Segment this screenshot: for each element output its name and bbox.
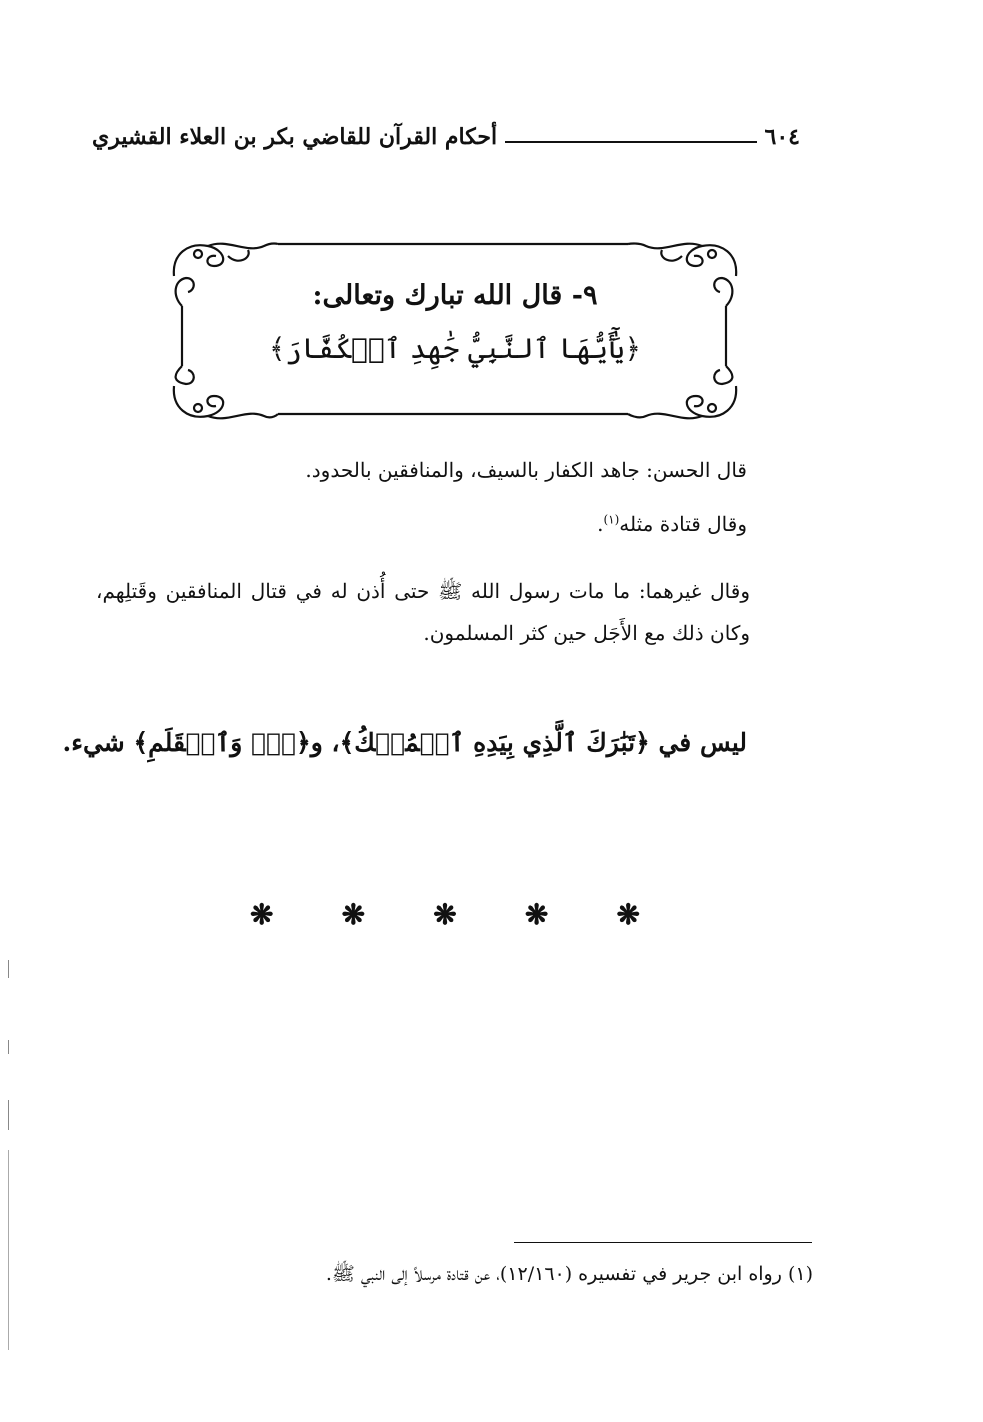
star-icon: ❋ — [433, 898, 457, 931]
footnote: (١) رواه ابن جرير في تفسيره (١٢/١٦٠)، عن قتادة مرسلاً إلى النبي ﷺ. — [325, 1263, 813, 1285]
running-header — [92, 112, 800, 162]
paragraph-qatada-end: . — [597, 512, 604, 536]
paragraph-qatada — [597, 512, 747, 536]
page-number: ٦٠٤ — [764, 124, 800, 150]
surah-note: ليس في ﴿تَبَٰرَكَ ٱلَّذِي بِيَدِهِ ٱلۡمُلۡكُ﴾، و﴿نٓۚ وَٱلۡقَلَمِ﴾ شيء. — [62, 728, 747, 757]
ornament-border-icon — [168, 236, 742, 426]
star-icon: ❋ — [616, 898, 640, 931]
book-title: أحكام القرآن للقاضي بكر بن العلاء القشيري — [92, 124, 498, 150]
paragraph-others: وقال غيرهما: ما مات رسول الله ﷺ حتى أُذن له في قتال المنافقين وقَتلِهم، وكان ذلك مع الأَجَل حين كثر المسلمون. — [96, 579, 750, 645]
paragraph-qatada-text: وقال قتادة مثله — [619, 512, 747, 536]
footnote-rule — [514, 1242, 812, 1243]
star-separator — [250, 898, 640, 931]
quran-verse: ﴿يَٰٓأَيُّهَا ٱلنَّبِيُّ جَٰهِدِ ٱلۡكُفَّارَ﴾ — [268, 332, 642, 365]
section-heading: ٩- قال الله تبارك وتعالى: — [312, 280, 598, 311]
star-icon: ❋ — [524, 898, 549, 931]
header-rule — [505, 141, 756, 143]
star-icon: ❋ — [250, 898, 274, 931]
ornamental-heading-frame — [168, 236, 742, 426]
scan-artifact — [8, 960, 10, 1360]
paragraph-hasan: قال الحسن: جاهد الكفار بالسيف، والمنافقين بالحدود. — [305, 458, 747, 482]
footnote-reference: (١) — [603, 512, 620, 527]
star-icon: ❋ — [341, 898, 366, 931]
